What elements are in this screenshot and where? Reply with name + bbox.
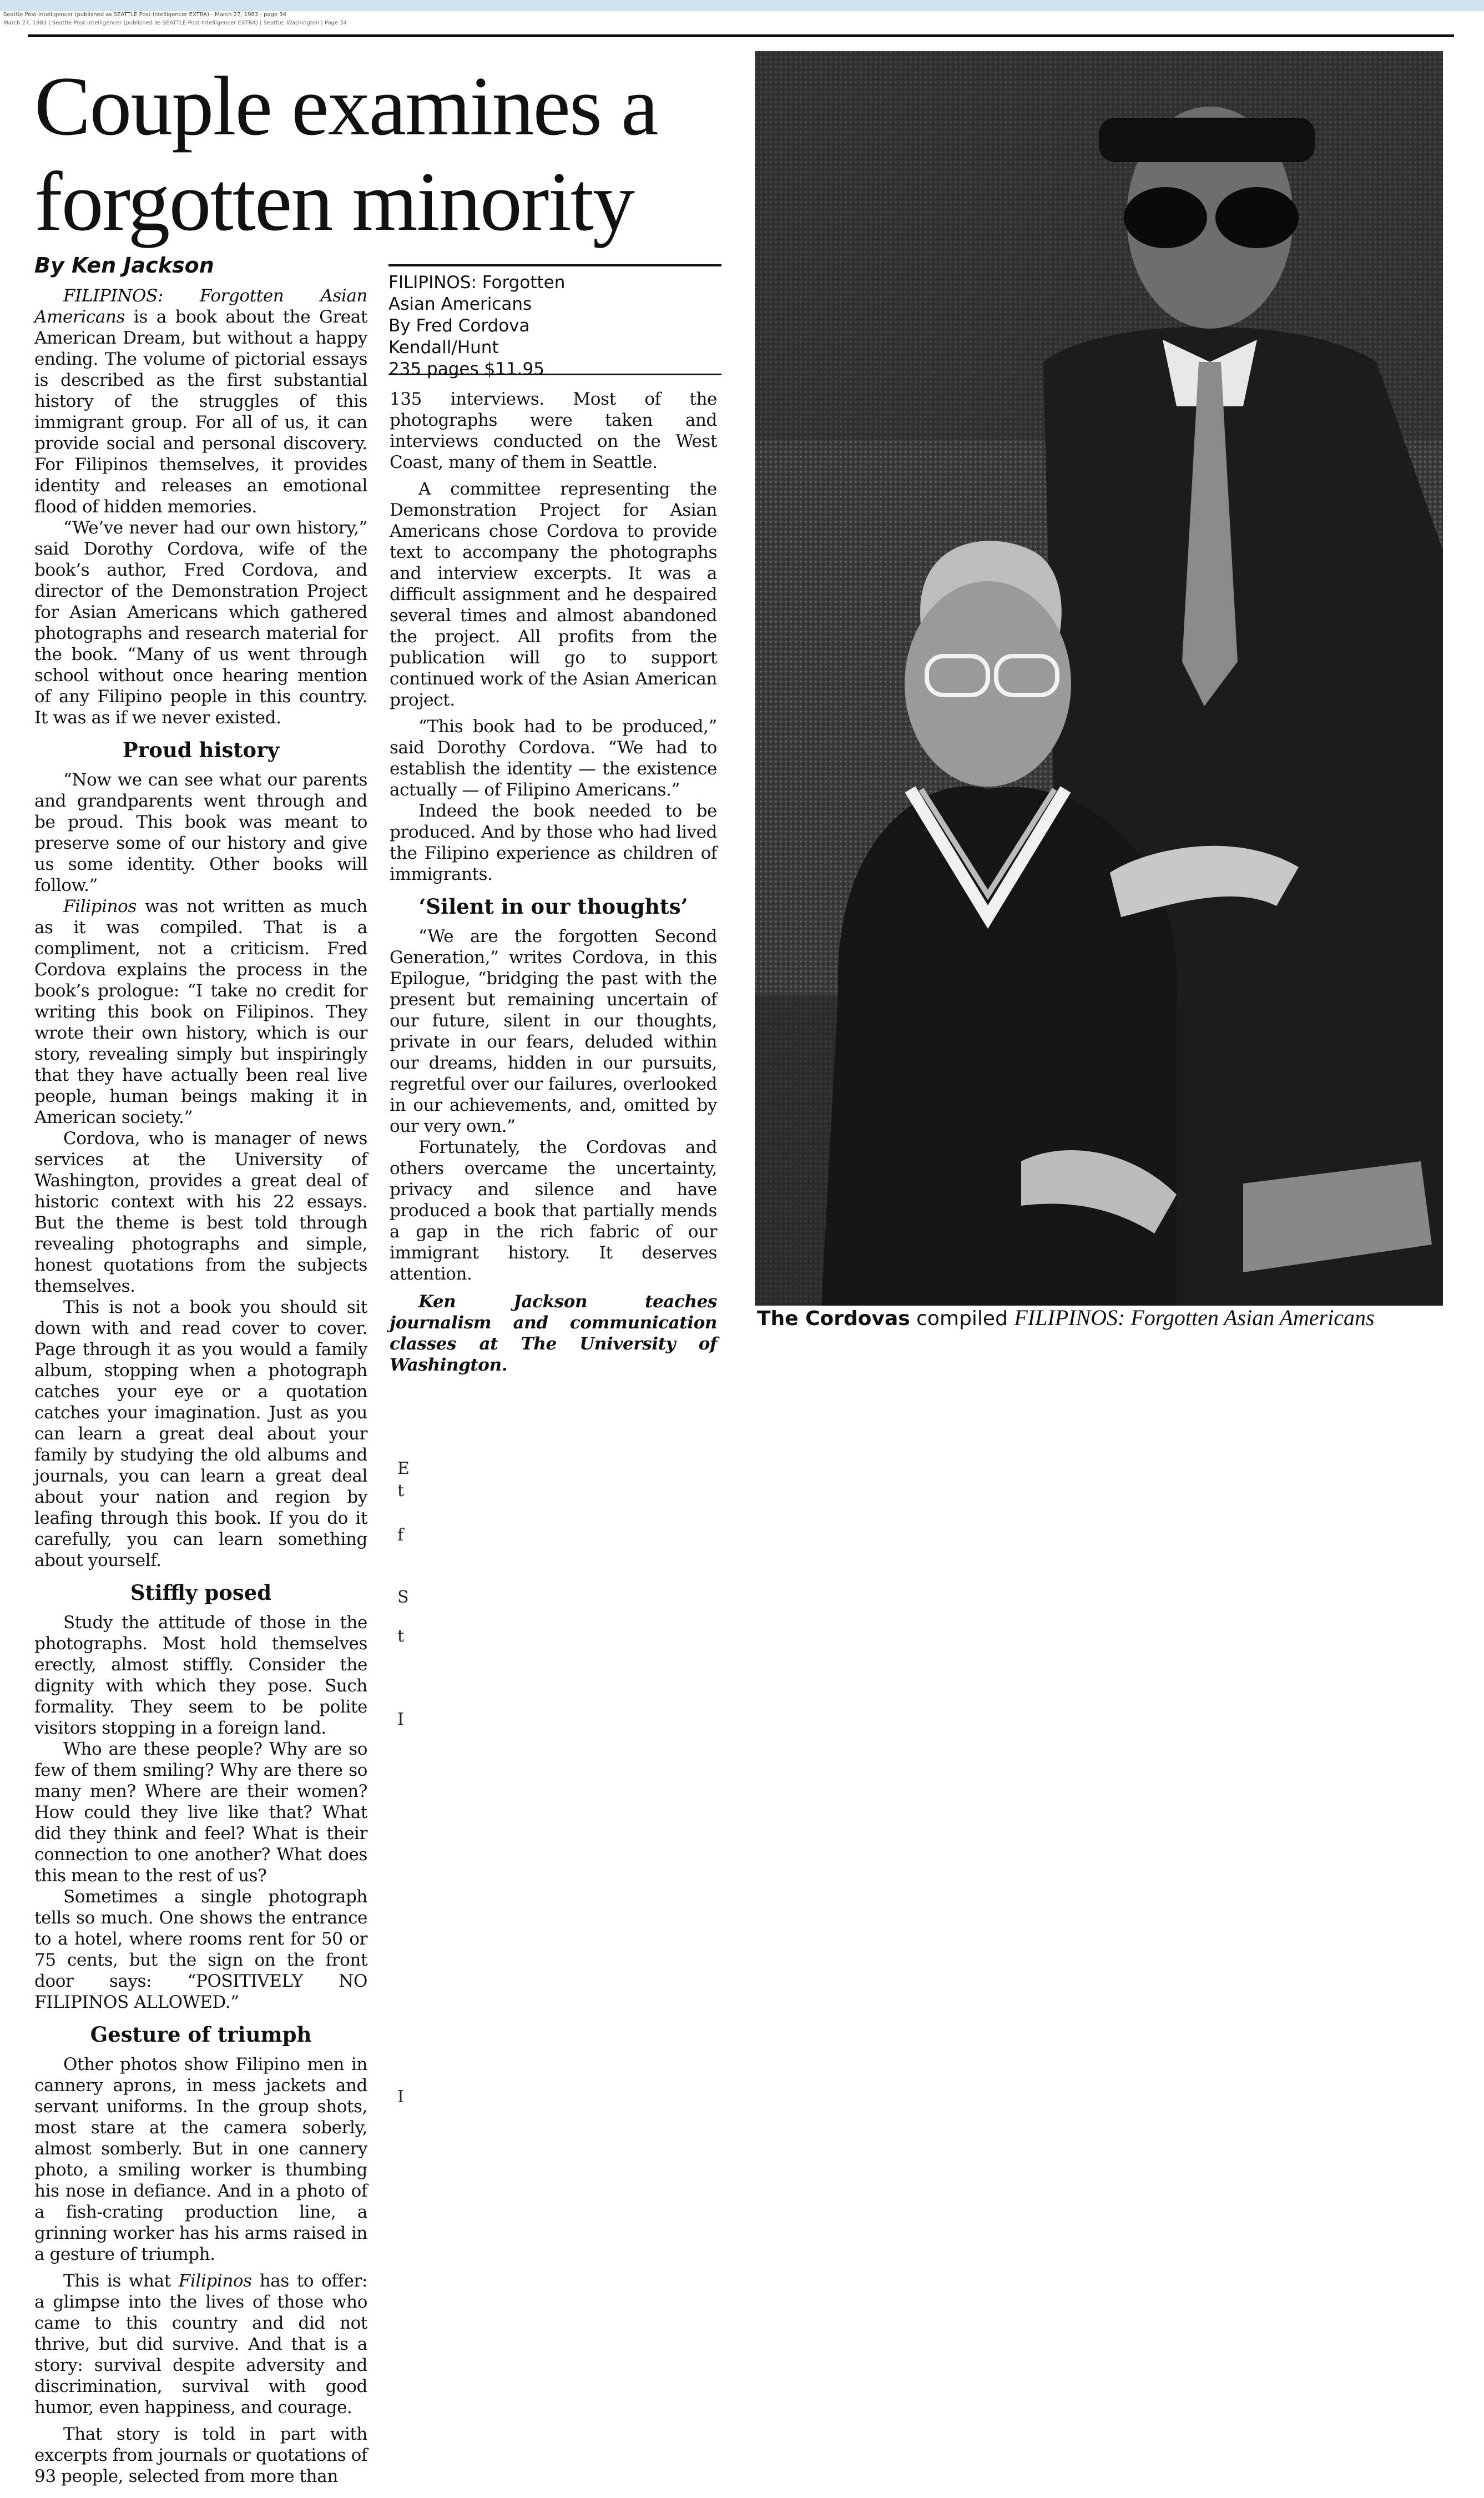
subhead-proud-history: Proud history — [122, 738, 280, 762]
paragraph-text: has to offer: a glimpse into the lives of those who came to this country and did not thrive, but did survive. And that is a story: survival despite adversity and discrimination, survival with good humor, even happiness, and courage. — [34, 2271, 367, 2418]
book-title-italic: Filipinos — [178, 2271, 252, 2291]
book-title-italic: Filipinos — [63, 897, 137, 916]
paragraph — [34, 2270, 367, 2418]
subhead-gesture-of-triumph: Gesture of triumph — [90, 2022, 312, 2047]
caption-bold: The Cordovas — [757, 1307, 910, 1330]
headline: Couple examines a forgotten minority — [34, 59, 658, 248]
bleed-through-glyph: f — [397, 1525, 404, 1545]
paragraph: That story is told in part with excerpts from journals or quotations of 93 people, selected from more than — [34, 2424, 367, 2486]
book-author: By Fred Cordova — [388, 316, 530, 336]
page-citation-line: March 27, 1983 | Seattle Post-Intelligencer (published as SEATTLE Post-Intelligencer EXTRA) | Seattle, Washington | Page 34 — [3, 20, 347, 26]
paragraph: Cordova, who is manager of news services at the University of Washington, provides a great deal of historic context with his 22 essays. But the theme is best told through revealing photographs and simple, honest quotations from the subjects themselves. — [34, 1129, 367, 1296]
subhead-silent: ‘Silent in our thoughts’ — [418, 894, 688, 919]
caption-book-title: FILIPINOS: Forgotten Asian Americans — [1014, 1305, 1375, 1330]
photo-illustration — [755, 51, 1443, 1306]
paragraph: A committee representing the Demonstration Project for Asian Americans chose Cordova to provide text to accompany the photographs and interview excerpts. It was a difficult assignment and he despaired several times and almost abandoned the project. All profits from the publication will go to support continued work of the Asian American project. — [390, 479, 717, 710]
paragraph: This is not a book you should sit down with and read cover to cover. Page through it as you would a family album, stopping when a photograph catches your eye or a quotation catches your imagination. Just as you can learn a great deal about your family by studying the old albums and journals, you can learn a great deal about your nation and region by leafing through this book. If you do it carefully, you can learn something about yourself. — [34, 1297, 367, 1570]
book-title-italic: FILIPINOS: Forgotten Asian Americans — [34, 286, 367, 327]
paragraph: Study the attitude of those in the photographs. Most hold themselves erectly, almost stiffly. Consider the dignity with which they pose. Such formality. They seem to be polite visitors stopping in a foreign land. — [34, 1613, 367, 1738]
book-publisher: Kendall/Hunt — [388, 338, 499, 357]
bleed-through-glyph: E — [397, 1459, 410, 1478]
paragraph: “We’ve never had our own history,” said Dorothy Cordova, wife of the book’s author, Fred Cordova, and director of the Demonstration Project for Asian Americans which gathered photographs and research material for the book. “Many of us went through school without once hearing mention of any Filipino people in this country. It was as if we never existed. — [34, 518, 367, 728]
paragraph — [34, 285, 367, 517]
book-info-box — [388, 264, 721, 379]
article-column-2 — [390, 389, 717, 1376]
top-bar — [0, 0, 1484, 11]
bleed-through-glyph: t — [397, 1481, 405, 1500]
paragraph: “Now we can see what our parents and grandparents went through and be proud. This book was meant to preserve some of our history and give us some identity. Other books will follow.” — [34, 770, 367, 895]
caption-text: compiled — [910, 1307, 1014, 1330]
cordovas-photo — [755, 51, 1443, 1306]
author-signoff: Ken Jackson teaches journalism and communication classes at The University of Washington. — [390, 1292, 717, 1375]
book-title-line-1: FILIPINOS: Forgotten — [388, 273, 566, 293]
paragraph-text: is a book about the Great American Dream, but without a happy ending. The volume of pictorial essays is described as the first substantial history of the struggles of this immigrant group. For all of us, it can provide social and personal discovery. For Filipinos themselves, it provides identity and releases an emotional flood of hidden memories. — [34, 307, 367, 517]
paragraph: Indeed the book needed to be produced. And by those who had lived the Filipino experience as children of immigrants. — [390, 801, 717, 884]
bleed-through-glyph: t — [397, 1626, 405, 1646]
paragraph — [34, 896, 367, 1128]
page-source-line: Seattle Post-Intelligencer (published as SEATTLE Post-Intelligencer EXTRA) - March 27, 1983 - page 34 — [3, 12, 287, 18]
bleed-through-glyph: I — [397, 1710, 404, 1729]
paragraph-text: This is what — [63, 2271, 179, 2291]
paragraph: Sometimes a single photograph tells so much. One shows the entrance to a hotel, where rooms rent for 50 or 75 cents, but the sign on the front door says: “POSITIVELY NO FILIPINOS ALLOWED.” — [34, 1887, 367, 2012]
byline: By Ken Jackson — [34, 253, 214, 278]
paragraph: 135 interviews. Most of the photographs were taken and interviews conducted on the West Coast, many of them in Seattle. — [390, 389, 717, 472]
top-rule — [28, 34, 1454, 37]
book-pages-price: 235 pages $11.95 — [388, 359, 544, 379]
subhead-stiffly-posed: Stiffly posed — [130, 1580, 272, 1605]
paragraph: Fortunately, the Cordovas and others overcame the uncertainty, privacy and silence and have produced a book that partially mends a gap in the rich fabric of our immigrant history. It deserves attention. — [390, 1137, 717, 1284]
bleed-through-glyph: I — [397, 2087, 404, 2107]
bleed-through-glyph: S — [397, 1588, 409, 1607]
paragraph-text: was not written as much as it was compiled. That is a compliment, not a criticism. Fred Cordova explains the process in the book’s prologue: “I take no credit for writing this book on Filipinos. They wrote their own history, which is our story, revealing simply but inspiringly that they have actually been real live people, human beings making it in American society.” — [34, 897, 367, 1127]
book-title-line-2: Asian Americans — [388, 294, 532, 314]
paragraph: “This book had to be produced,” said Dorothy Cordova. “We had to establish the identity — the existence actually — of Filipino Americans.” — [390, 717, 717, 800]
paragraph: Other photos show Filipino men in cannery aprons, in mess jackets and servant uniforms. In the group shots, most stare at the camera soberly, almost somberly. But in one cannery photo, a smiling worker is thumbing his nose in defiance. And in a photo of a fish-crating production line, a grinning worker has his arms raised in a gesture of triumph. — [34, 2054, 367, 2264]
paragraph: Who are these people? Why are so few of them smiling? Why are there so many men? Where are their women? How could they live like that? What did they think and feel? What is their connection to one another? What does this mean to the rest of us? — [34, 1739, 367, 1886]
photo-caption — [757, 1306, 1375, 1331]
article-column-1 — [34, 285, 367, 2487]
paragraph: “We are the forgotten Second Generation,” writes Cordova, in this Epilogue, “bridging the past with the present but remaining uncertain of our future, silent in our thoughts, private in our fears, deluded within our dreams, hidden in our pursuits, regretful over our failures, overlooked in our achievements, and, omitted by our very own.” — [390, 926, 717, 1136]
